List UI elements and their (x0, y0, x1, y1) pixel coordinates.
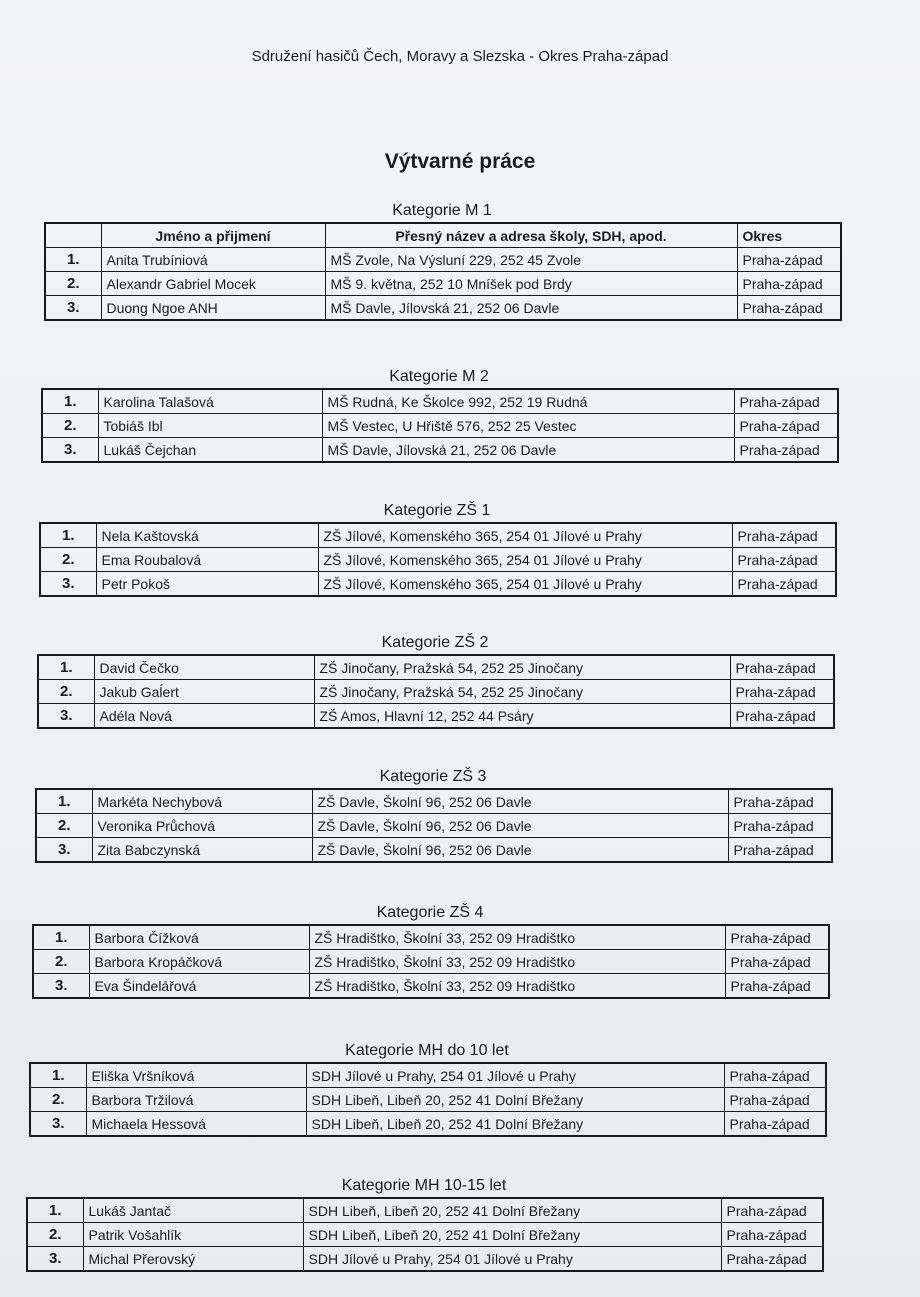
okres-column-header: Okres (737, 223, 841, 248)
okres-cell: Praha-západ (734, 389, 838, 414)
okres-cell: Praha-západ (737, 248, 841, 272)
okres-cell: Praha-západ (725, 950, 829, 974)
table-row (42, 389, 838, 414)
category-section (29, 1040, 825, 1137)
table-row (40, 523, 836, 548)
okres-cell: Praha-západ (728, 789, 832, 814)
rank-cell: 3. (45, 296, 101, 321)
category-title: Kategorie M 1 (392, 202, 492, 219)
category-title: Kategorie ZŠ 2 (381, 634, 489, 651)
table-row (38, 680, 834, 704)
school-cell: SDH Libeň, Libeň 20, 252 41 Dolní Břežany (306, 1112, 724, 1137)
results-table (26, 1197, 824, 1272)
results-table (44, 222, 842, 321)
name-cell: Anita Trubíniová (101, 248, 325, 272)
okres-cell: Praha-západ (724, 1088, 826, 1112)
rank-cell: 2. (45, 272, 101, 296)
name-cell: Karolina Talašová (98, 389, 322, 414)
school-cell: ZŠ Amos, Hlavní 12, 252 44 Psáry (314, 704, 730, 729)
category-section (35, 766, 831, 863)
name-column-header: Jméno a přijmení (101, 223, 325, 248)
name-cell: Tobiáš Ibl (98, 414, 322, 438)
table-row (36, 838, 832, 863)
rank-cell: 1. (33, 925, 89, 950)
table-row (36, 789, 832, 814)
table-row (30, 1112, 826, 1137)
name-cell: Lukáš Jantač (83, 1198, 303, 1223)
name-cell: Jakub Gaĺert (94, 680, 314, 704)
rank-cell: 3. (27, 1247, 83, 1272)
okres-cell: Praha-západ (721, 1198, 823, 1223)
category-title: Kategorie ZŠ 3 (379, 768, 487, 785)
name-cell: Markéta Nechybová (92, 789, 312, 814)
school-cell: ZŠ Davle, Školní 96, 252 06 Davle (312, 789, 728, 814)
school-cell: MŠ 9. května, 252 10 Mníšek pod Brdy (325, 272, 737, 296)
name-cell: Petr Pokoš (96, 572, 318, 597)
school-cell: ZŠ Hradištko, Školní 33, 252 09 Hradištko (309, 950, 725, 974)
school-cell: SDH Jílové u Prahy, 254 01 Jílové u Prahy (303, 1247, 721, 1272)
rank-cell: 1. (36, 789, 92, 814)
school-cell: SDH Libeň, Libeň 20, 252 41 Dolní Břežany (303, 1223, 721, 1247)
name-cell: Barbora Kropáčková (89, 950, 309, 974)
results-table (32, 924, 830, 999)
okres-cell: Praha-západ (725, 925, 829, 950)
rank-cell: 3. (36, 838, 92, 863)
table-row (40, 572, 836, 597)
rank-cell: 2. (38, 680, 94, 704)
table-row (42, 438, 838, 463)
table-header-row (45, 223, 841, 248)
rank-cell: 2. (42, 414, 98, 438)
results-table (41, 388, 839, 463)
rank-cell: 1. (38, 655, 94, 680)
category-section (26, 1175, 822, 1272)
school-cell: ZŠ Hradištko, Školní 33, 252 09 Hradištko (309, 974, 725, 999)
rank-cell: 2. (30, 1088, 86, 1112)
okres-cell: Praha-západ (730, 704, 834, 729)
school-cell: SDH Jílové u Prahy, 254 01 Jílové u Prahy (306, 1063, 724, 1088)
school-cell: ZŠ Jinočany, Pražská 54, 252 25 Jinočany (314, 680, 730, 704)
name-cell: Patrik Vošahlík (83, 1223, 303, 1247)
school-cell: ZŠ Jílové, Komenského 365, 254 01 Jílové u Prahy (318, 572, 732, 597)
school-cell: ZŠ Hradištko, Školní 33, 252 09 Hradištko (309, 925, 725, 950)
rank-cell: 2. (33, 950, 89, 974)
school-cell: MŠ Davle, Jílovská 21, 252 06 Davle (322, 438, 734, 463)
rank-cell: 1. (40, 523, 96, 548)
table-row (33, 925, 829, 950)
rank-cell: 3. (30, 1112, 86, 1137)
okres-cell: Praha-západ (732, 523, 836, 548)
rank-cell: 3. (40, 572, 96, 597)
school-column-header: Přesný název a adresa školy, SDH, apod. (325, 223, 737, 248)
okres-cell: Praha-západ (721, 1223, 823, 1247)
school-cell: MŠ Rudná, Ke Školce 992, 252 19 Rudná (322, 389, 734, 414)
table-row (40, 548, 836, 572)
okres-cell: Praha-západ (730, 680, 834, 704)
table-row (36, 814, 832, 838)
name-cell: Ema Roubalová (96, 548, 318, 572)
name-cell: David Čečko (94, 655, 314, 680)
okres-cell: Praha-západ (732, 572, 836, 597)
results-table (29, 1062, 827, 1137)
name-cell: Barbora Tržilová (86, 1088, 306, 1112)
name-cell: Duong Ngoe ANH (101, 296, 325, 321)
category-title: Kategorie M 2 (389, 368, 489, 385)
table-row (27, 1247, 823, 1272)
results-table (37, 654, 835, 729)
school-cell: MŠ Vestec, U Hřiště 576, 252 25 Vestec (322, 414, 734, 438)
results-table (39, 522, 837, 597)
category-title: Kategorie MH do 10 let (345, 1042, 509, 1059)
table-row (45, 248, 841, 272)
name-cell: Michal Přerovský (83, 1247, 303, 1272)
school-cell: ZŠ Jílové, Komenského 365, 254 01 Jílové u Prahy (318, 523, 732, 548)
okres-cell: Praha-západ (724, 1063, 826, 1088)
school-cell: SDH Libeň, Libeň 20, 252 41 Dolní Břežany (306, 1088, 724, 1112)
rank-cell: 3. (33, 974, 89, 999)
category-section (41, 366, 837, 463)
table-row (30, 1088, 826, 1112)
okres-cell: Praha-západ (721, 1247, 823, 1272)
table-row (42, 414, 838, 438)
table-row (38, 704, 834, 729)
category-section (44, 200, 840, 321)
table-row (38, 655, 834, 680)
okres-cell: Praha-západ (730, 655, 834, 680)
rank-cell: 1. (27, 1198, 83, 1223)
okres-cell: Praha-západ (728, 814, 832, 838)
document-title: Výtvarné práce (384, 150, 536, 173)
school-cell: ZŠ Jílové, Komenského 365, 254 01 Jílové u Prahy (318, 548, 732, 572)
rank-cell: 1. (42, 389, 98, 414)
okres-cell: Praha-západ (724, 1112, 826, 1137)
name-cell: Eva Šindelářová (89, 974, 309, 999)
name-cell: Eliška Vršníková (86, 1063, 306, 1088)
category-section (32, 902, 828, 999)
rank-column-header (45, 223, 101, 248)
table-row (30, 1063, 826, 1088)
okres-cell: Praha-západ (732, 548, 836, 572)
category-title: Kategorie ZŠ 1 (383, 502, 491, 519)
okres-cell: Praha-západ (725, 974, 829, 999)
rank-cell: 2. (27, 1223, 83, 1247)
table-row (27, 1198, 823, 1223)
category-section (39, 500, 835, 597)
school-cell: MŠ Davle, Jílovská 21, 252 06 Davle (325, 296, 737, 321)
rank-cell: 3. (38, 704, 94, 729)
rank-cell: 1. (30, 1063, 86, 1088)
category-title: Kategorie ZŠ 4 (376, 904, 484, 921)
results-table (35, 788, 833, 863)
rank-cell: 3. (42, 438, 98, 463)
table-row (45, 272, 841, 296)
school-cell: SDH Libeň, Libeň 20, 252 41 Dolní Břežany (303, 1198, 721, 1223)
okres-cell: Praha-západ (737, 296, 841, 321)
document-header: Sdružení hasičů Čech, Moravy a Slezska - Okres Praha-západ (251, 48, 669, 65)
okres-cell: Praha-západ (728, 838, 832, 863)
rank-cell: 2. (40, 548, 96, 572)
table-row (45, 296, 841, 321)
okres-cell: Praha-západ (737, 272, 841, 296)
rank-cell: 1. (45, 248, 101, 272)
name-cell: Alexandr Gabriel Mocek (101, 272, 325, 296)
school-cell: MŠ Zvole, Na Výsluní 229, 252 45 Zvole (325, 248, 737, 272)
okres-cell: Praha-západ (734, 414, 838, 438)
name-cell: Lukáš Čejchan (98, 438, 322, 463)
name-cell: Veronika Průchová (92, 814, 312, 838)
school-cell: ZŠ Davle, Školní 96, 252 06 Davle (312, 838, 728, 863)
name-cell: Michaela Hessová (86, 1112, 306, 1137)
category-section (37, 632, 833, 729)
table-row (33, 950, 829, 974)
name-cell: Nela Kaštovská (96, 523, 318, 548)
name-cell: Zita Babczynská (92, 838, 312, 863)
table-row (27, 1223, 823, 1247)
category-title: Kategorie MH 10-15 let (341, 1177, 507, 1194)
rank-cell: 2. (36, 814, 92, 838)
name-cell: Barbora Čížková (89, 925, 309, 950)
school-cell: ZŠ Davle, Školní 96, 252 06 Davle (312, 814, 728, 838)
table-row (33, 974, 829, 999)
name-cell: Adéla Nová (94, 704, 314, 729)
school-cell: ZŠ Jinočany, Pražská 54, 252 25 Jinočany (314, 655, 730, 680)
okres-cell: Praha-západ (734, 438, 838, 463)
